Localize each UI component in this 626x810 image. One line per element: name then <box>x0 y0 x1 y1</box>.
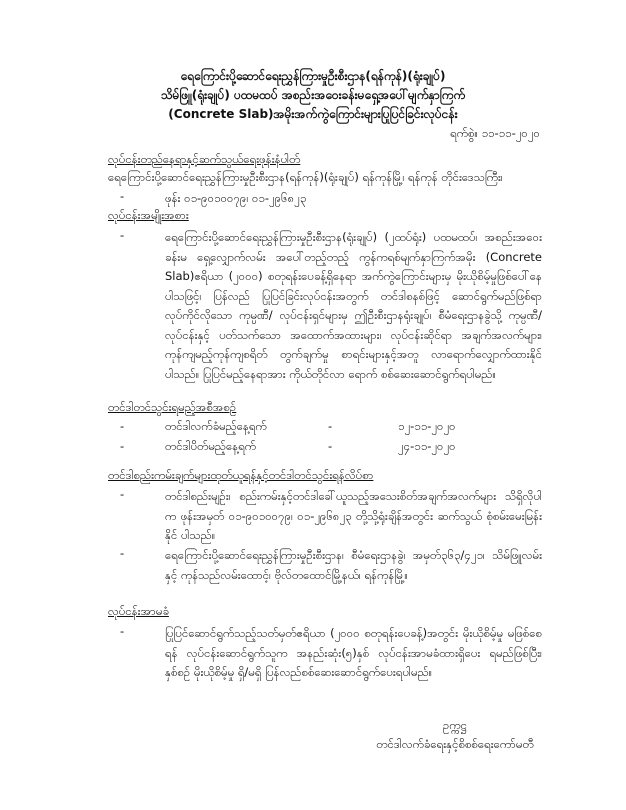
heading-documents: တင်ဒါစည်းကမ်းချက်များထုတ်ယူရန်နှင့်တင်ဒါတင်သွင်းရန်လိပ်စာ <box>108 468 374 482</box>
schedule-separator: - <box>328 419 333 433</box>
schedule-date: ၁၂-၁၁-၂၀၂၀ <box>398 419 456 433</box>
heading-warranty: လုပ်ငန်းအာမခံ <box>108 604 169 618</box>
work-type-text: ရေကြောင်းပို့ဆောင်ရေးညွှန်ကြားမှုဦးစီးဌာန(ရုံးချုပ်) (၂ထပ်ရုံး) ပထမထပ်၊ အစည်းအဝေးခန်းမ ရှေ့လျှောက်လမ်း အပေါ်တည့်တည့် ကွန်ကရစ်မျက်နှာကြက်အမိုး (Concrete Slab)ဧရိယာ (၂၀၀၀) စတုရန်းပေခန့်ရှိနေရာ အက်ကွဲကြောင်းများမှ မိုးယိုစိမ့်မှုဖြစ်ပေါ်နေပါသဖြင့်၊ ပြန်လည် ပြုပြင်ခြင်းလုပ်ငန်းအတွက် တင်ဒါစနစ်ဖြင့် ဆောင်ရွက်မည်ဖြစ်ရာ လုပ်ကိုင်လိုသော ကုမ္ပဏီ/ လုပ်ငန်းရှင်များမှ ဤဦးစီးဌာနရုံးချုပ်၊ စီမံရေးဌာနခွဲသို့ ကုမ္ပဏီ/လုပ်ငန်းနှင့် ပတ်သက်သော အထောက်အထားများ၊ လုပ်ငန်းဆိုင်ရာ အချက်အလက်များ၊ကုန်ကျမည့်ကုန်ကျစရိတ် တွက်ချက်မှု စာရင်းများနှင့်အတူ လာရောက်လျှောက်ထားနိုင်ပါသည်။ ပြုပြင်မည့်နေရာအား ကိုယ်တိုင်လာ ရောက် စစ်ဆေးဆောင်ရွက်ရပါမည်။ <box>165 230 542 381</box>
schedule-date: ၂၄-၁၁-၂၀၂၀ <box>398 439 456 453</box>
heading-schedule: တင်ဒါတင်သွင်းရမည့်အစီအစဉ် <box>108 400 237 414</box>
phone-item <box>112 189 542 209</box>
document-date: ရက်စွဲ။ ၁၁-၁၁-၂၀၂၀ <box>450 126 540 140</box>
title-line-2: သိမ်ဖြူ(ရုံးချုပ်) ပထမထပ် အစည်းအဝေးခန်းမရှေ့အပေါ်မျက်နှာကြက် <box>160 88 466 102</box>
warranty-text: ပြုပြင်ဆောင်ရွက်သည့်သတ်မှတ်ဧရိယာ (၂၀၀၀ စတုရန်းပေခန့်)အတွင်း မိုးယိုစိမ့်မှု မဖြစ်စေရန် လုပ်ငန်းဆောင်ရွက်သူက အနည်းဆုံး(၅)နှစ် လုပ်ငန်းအာမခံထားရှိပေး ရမည်ဖြစ်ပြီး၊ နှစ်စဉ် မိုးယိုစိမ့်မှု ရှိ/မရှိ ပြန်လည်စစ်ဆေးဆောင်ရွက်ပေးရပါမည်။ <box>165 626 542 679</box>
phone-text: ဖုန်း ၀၁-၉၀၁၀၀၇၉၊ ၀၁-၂၉၆၈၂၃ <box>165 191 307 205</box>
heading-location: လုပ်ငန်းတည်နေရာနှင့်ဆက်သွယ်ရေးဖုန်းနံပါတ် <box>108 152 301 166</box>
bullet-dash: - <box>120 228 125 242</box>
title-line-3: (Concrete Slab)အမိုးအက်ကွဲကြောင်းများပြုပြင်ခြင်းလုပ်ငန်း <box>168 107 458 121</box>
signature-block <box>340 716 570 754</box>
schedule-label: တင်ဒါလက်ခံမည့်နေ့ရက် <box>165 419 267 433</box>
documents-item <box>112 487 542 546</box>
location-address: ရေကြောင်းပို့ဆောင်ရေးညွှန်ကြားမှုဦးစီးဌာန(ရန်ကုန်)(ရုံးချုပ်) ရန်ကုန်မြို့၊ ရန်ကုန် တိုင်းဒေသကြီး၊ <box>108 170 503 184</box>
work-type-item <box>112 228 542 384</box>
bullet-dash: - <box>120 419 125 433</box>
schedule-label: တင်ဒါပိတ်မည့်နေ့ရက် <box>165 439 257 453</box>
documents-text: တင်ဒါစည်းမျဉ်း၊ စည်းကမ်းနှင့်တင်ဒါခေါ်ယူသည့်အသေးစိတ်အချက်အလက်များ သိရှိလိုပါက ဖုန်းအမှတ် ၀၁-၉၀၁၀၀၇၉၊ ၀၁-၂၉၆၈၂၃ တို့သို့ရုံးချိန်အတွင်း ဆက်သွယ် စုံစမ်းမေးမြန်းနိုင် ပါသည်။ <box>165 489 542 542</box>
heading-work-type: လုပ်ငန်းအမျိုးအစား <box>108 208 189 222</box>
bullet-dash: - <box>120 189 125 203</box>
warranty-item <box>112 624 542 683</box>
address-text: ရေကြောင်းပို့ဆောင်ရေးညွှန်ကြားမှုဦးစီးဌာန၊ စီမံရေးဌာနခွဲ၊ အမှတ်၃၆၃/၄၂၁၊ သိမ်ဖြူလမ်းနှင့် ကုန်သည်လမ်းထောင့်၊ ဗိုလ်တထောင်မြို့နယ်၊ ရန်ကုန်မြို့။ <box>165 548 542 582</box>
bullet-dash: - <box>120 546 125 560</box>
bullet-dash: - <box>120 487 125 501</box>
signature-title: ဥက္ကဋ္ဌ <box>443 718 467 732</box>
signature-committee: တင်ဒါလက်ခံရေးနှင့်စိစစ်ရေးကော်မတီ <box>376 737 534 751</box>
title-line-1: ရေကြောင်းပို့ဆောင်ရေးညွှန်ကြားမှုဦးစီးဌာန(ရန်ကုန်)(ရုံးချုပ်) <box>180 69 446 83</box>
address-item <box>112 546 542 585</box>
bullet-dash: - <box>120 439 125 453</box>
bullet-dash: - <box>120 624 125 638</box>
schedule-separator: - <box>328 439 333 453</box>
